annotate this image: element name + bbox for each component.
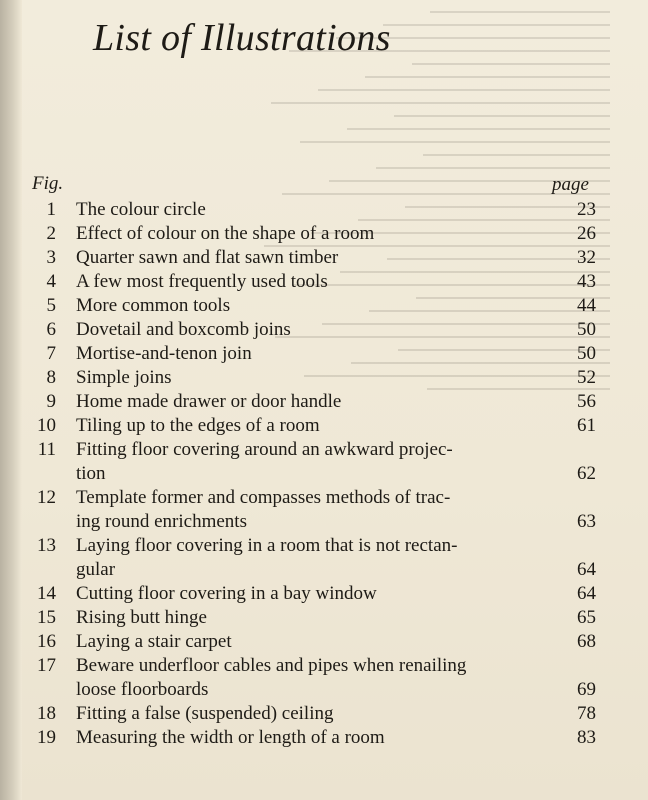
list-item (0, 366, 648, 390)
list-item-line (0, 462, 648, 486)
list-item (0, 390, 648, 414)
page-number: 56 (577, 391, 596, 412)
list-item-line (0, 654, 648, 678)
list-item-line (0, 366, 648, 390)
list-item-line (0, 534, 648, 558)
page-number: 43 (577, 271, 596, 292)
figure-number: 9 (46, 391, 56, 412)
page-number: 50 (577, 319, 596, 340)
page-number: 69 (577, 679, 596, 700)
page-number: 63 (577, 511, 596, 532)
list-item (0, 606, 648, 630)
figure-caption: A few most frequently used tools (76, 271, 328, 292)
page-number: 50 (577, 343, 596, 364)
figure-number: 15 (37, 607, 56, 628)
figure-number: 4 (46, 271, 56, 292)
page-number: 78 (577, 703, 596, 724)
figure-number: 13 (37, 535, 56, 556)
page-number: 64 (577, 559, 596, 580)
list-item (0, 198, 648, 222)
figure-caption: More common tools (76, 295, 231, 316)
page-number: 68 (577, 631, 596, 652)
figure-caption: Fitting a false (suspended) ceiling (76, 703, 334, 724)
figure-caption: Laying a stair carpet (76, 631, 232, 652)
list-item-line (0, 270, 648, 294)
figure-number: 14 (37, 583, 56, 604)
list-item (0, 246, 648, 270)
figure-caption: tion (76, 463, 106, 484)
figure-caption: Laying floor covering in a room that is not rectan- (76, 535, 458, 556)
figure-caption: Rising butt hinge (76, 607, 207, 628)
figure-caption: Tiling up to the edges of a room (76, 415, 320, 436)
figure-caption: Cutting floor covering in a bay window (76, 583, 377, 604)
list-item (0, 438, 648, 486)
figure-caption: Fitting floor covering around an awkward projec- (76, 439, 453, 460)
list-item-line (0, 294, 648, 318)
list-item (0, 534, 648, 582)
list-item (0, 222, 648, 246)
figure-number: 12 (37, 487, 56, 508)
figure-number: 7 (46, 343, 56, 364)
figure-number: 2 (46, 223, 56, 244)
list-item-line (0, 318, 648, 342)
list-item (0, 726, 648, 750)
figure-number: 16 (37, 631, 56, 652)
page-number: 32 (577, 247, 596, 268)
list-item-line (0, 198, 648, 222)
page-number: 61 (577, 415, 596, 436)
figure-caption: ing round enrichments (76, 511, 247, 532)
illustrations-list (0, 198, 648, 750)
figure-number: 5 (46, 295, 56, 316)
list-item-line (0, 558, 648, 582)
figure-number: 6 (46, 319, 56, 340)
list-item (0, 630, 648, 654)
page-number: 26 (577, 223, 596, 244)
list-item-line (0, 438, 648, 462)
page-number: 62 (577, 463, 596, 484)
fig-column-header: Fig. (32, 173, 64, 194)
list-item (0, 582, 648, 606)
list-item (0, 654, 648, 702)
figure-number: 19 (37, 727, 56, 748)
list-item-line (0, 342, 648, 366)
figure-caption: gular (76, 559, 116, 580)
figure-caption: Home made drawer or door handle (76, 391, 342, 412)
list-item (0, 486, 648, 534)
figure-number: 8 (46, 367, 56, 388)
page-number: 44 (577, 295, 596, 316)
figure-caption: Effect of colour on the shape of a room (76, 223, 375, 244)
page-number: 64 (577, 583, 596, 604)
list-item (0, 342, 648, 366)
list-item-line (0, 726, 648, 750)
page-number: 52 (577, 367, 596, 388)
list-item (0, 294, 648, 318)
figure-caption: Template former and compasses methods of trac- (76, 487, 451, 508)
list-item-line (0, 222, 648, 246)
page-number: 23 (577, 199, 596, 220)
figure-number: 3 (46, 247, 56, 268)
figure-number: 17 (37, 655, 56, 676)
figure-caption: Mortise-and-tenon join (76, 343, 252, 364)
figure-caption: Beware underfloor cables and pipes when renailing (76, 655, 467, 676)
list-item (0, 270, 648, 294)
figure-caption: Quarter sawn and flat sawn timber (76, 247, 339, 268)
list-item-line (0, 486, 648, 510)
list-item-line (0, 678, 648, 702)
list-item-line (0, 510, 648, 534)
list-item (0, 414, 648, 438)
figure-number: 18 (37, 703, 56, 724)
list-item-line (0, 246, 648, 270)
list-item-line (0, 390, 648, 414)
page-number: 83 (577, 727, 596, 748)
page-title: List of Illustrations (93, 17, 391, 59)
list-item-line (0, 414, 648, 438)
figure-caption: Measuring the width or length of a room (76, 727, 385, 748)
figure-caption: Simple joins (76, 367, 172, 388)
figure-number: 1 (46, 199, 56, 220)
figure-caption: loose floorboards (76, 679, 209, 700)
figure-number: 10 (37, 415, 56, 436)
list-item-line (0, 630, 648, 654)
list-item (0, 702, 648, 726)
figure-caption: Dovetail and boxcomb joins (76, 319, 291, 340)
list-item (0, 318, 648, 342)
page-column-header: page (552, 174, 589, 195)
list-item-line (0, 606, 648, 630)
figure-caption: The colour circle (76, 199, 206, 220)
figure-number: 11 (37, 439, 56, 460)
list-item-line (0, 582, 648, 606)
page-number: 65 (577, 607, 596, 628)
list-item-line (0, 702, 648, 726)
